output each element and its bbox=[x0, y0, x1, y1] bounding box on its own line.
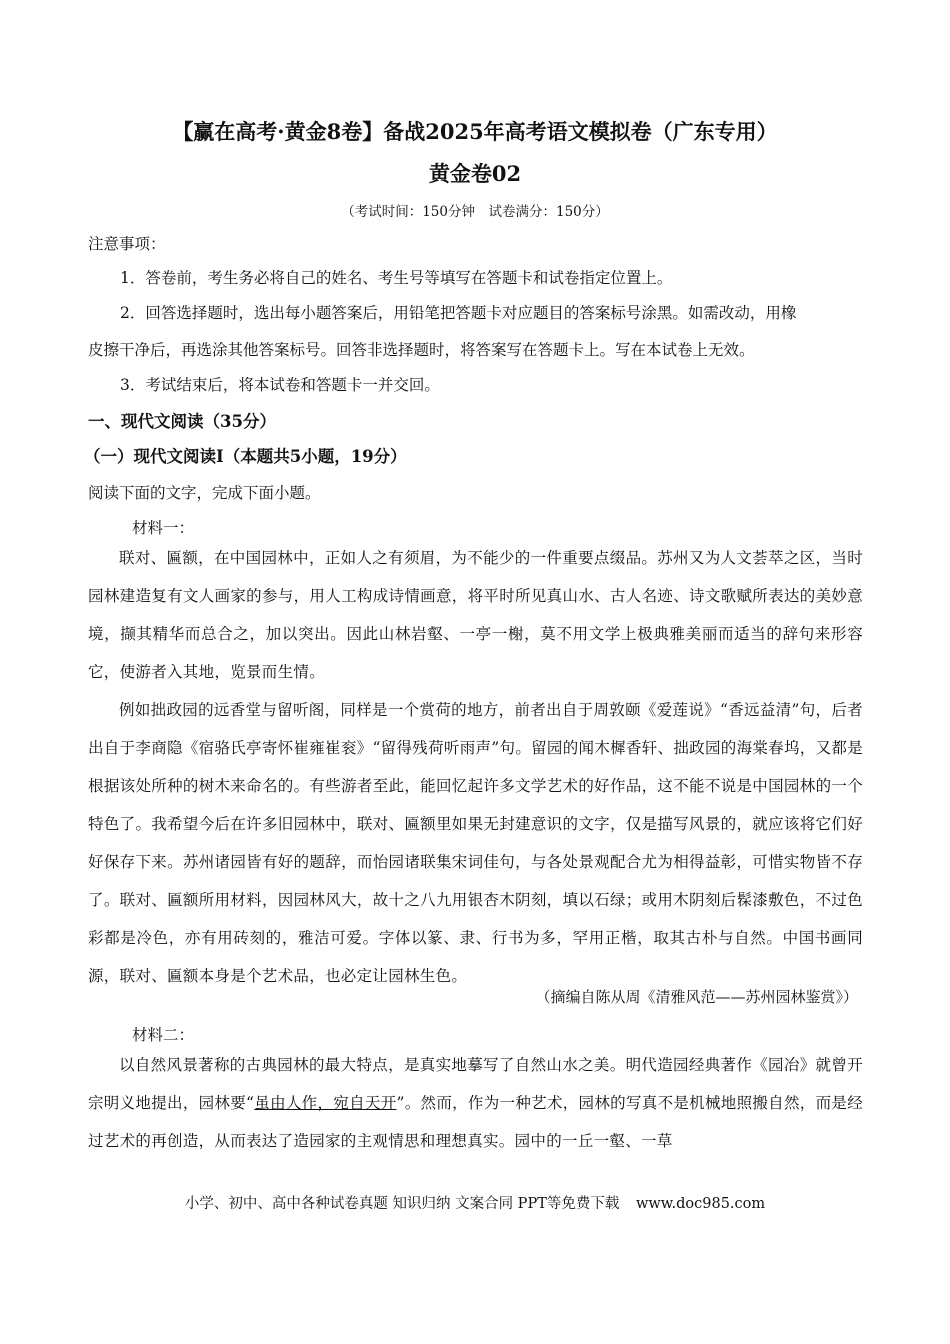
material-2-label: 材料二： bbox=[132, 1026, 195, 1044]
footer-url[interactable]: www.doc985.com bbox=[635, 1196, 766, 1212]
exam-subtitle: 黄金卷02 bbox=[428, 161, 522, 186]
notice-heading: 注意事项： bbox=[88, 235, 166, 253]
material-2-text-a: 以自然风景著称的古典园林的最大特点，是真实地摹写了自然山水之美。明代造园经典著作《园冶》就曾开宗明义地提出，园林要“ bbox=[88, 1056, 863, 1112]
reading-instruction: 阅读下面的文字，完成下面小题。 bbox=[88, 484, 321, 502]
exam-title: 【赢在高考·黄金8卷】备战2025年高考语文模拟卷（广东专用） bbox=[172, 119, 778, 144]
material-1-body bbox=[88, 539, 863, 995]
notice-item-2-line-2: 皮擦干净后，再选涂其他答案标号。回答非选择题时，将答案写在答题卡上。写在本试卷上无效。 bbox=[88, 341, 755, 359]
material-2-quote: 虽由人作，宛自天开 bbox=[254, 1094, 397, 1112]
section-subtitle: （一）现代文阅读Ⅰ（本题共5小题，19分） bbox=[84, 447, 407, 466]
material-1-label: 材料一： bbox=[132, 519, 195, 537]
material-1-paragraph-1: 联对、匾额，在中国园林中，正如人之有须眉，为不能少的一件重要点缀品。苏州又为人文荟萃之区，当时园林建造复有文人画家的参与，用人工构成诗情画意，将平时所见真山水、古人名迹、诗文歌赋所表达的美妙意境，撷其精华而总合之，加以突出。因此山林岩壑、一亭一榭，莫不用文学上极典雅美丽而适当的辞句来形容它，使游者入其地，览景而生情。 bbox=[88, 549, 863, 681]
page-footer bbox=[0, 1192, 950, 1213]
notice-item-2-line-1: 2．回答选择题时，选出每小题答案后，用铅笔把答题卡对应题目的答案标号涂黑。如需改动，用橡 bbox=[120, 304, 797, 322]
material-1-paragraph-2: 例如拙政园的远香堂与留听阁，同样是一个赏荷的地方，前者出自于周敦颐《爱莲说》“香远益清”句，后者出自于李商隐《宿骆氏亭寄怀崔雍崔衮》“留得残荷听雨声”句。留园的闻木樨香轩、拙政园的海棠春坞，又都是根据该处所种的树木来命名的。有些游者至此，能回忆起许多文学艺术的好作品，这不能不说是中国园林的一个特色了。我希望今后在许多旧园林中，联对、匾额里如果无封建意识的文字，仅是描写风景的，就应该将它们好好保存下来。苏州诸园皆有好的题辞，而怡园诸联集宋词佳句，与各处景观配合尤为相得益彰，可惜实物皆不存了。联对、匾额所用材料，因园林风大，故十之八九用银杏木阴刻，填以石绿；或用木阴刻后髹漆敷色，不过色彩都是冷色，亦有用砖刻的，雅洁可爱。字体以篆、隶、行书为多，罕用正楷，取其古朴与自然。中国书画同源，联对、匾额本身是个艺术品，也必定让园林生色。 bbox=[88, 701, 863, 985]
notice-item-1: 1．答卷前，考生务必将自己的姓名、考生号等填写在答题卡和试卷指定位置上。 bbox=[120, 269, 673, 287]
section-title: 一、现代文阅读（35分） bbox=[88, 412, 276, 431]
material-2-text-b: ”。然而，作为一种艺术，园林的写真不是机械地照搬自然，而是经过艺术的再创造，从而表达了造园家的主观情思和理想真实。园中的一丘一壑、一草 bbox=[88, 1094, 863, 1150]
material-2-body bbox=[88, 1046, 863, 1160]
material-1-source: （摘编自陈从周《清雅风范——苏州园林鉴赏》） bbox=[535, 988, 858, 1006]
exam-info: （考试时间：150分钟 试卷满分：150分） bbox=[341, 204, 609, 220]
footer-text: 小学、初中、高中各种试卷真题 知识归纳 文案合同 PPT等免费下载 bbox=[184, 1196, 620, 1212]
notice-item-3: 3．考试结束后，将本试卷和答题卡一并交回。 bbox=[120, 376, 440, 394]
material-2-paragraph-1 bbox=[88, 1046, 863, 1160]
